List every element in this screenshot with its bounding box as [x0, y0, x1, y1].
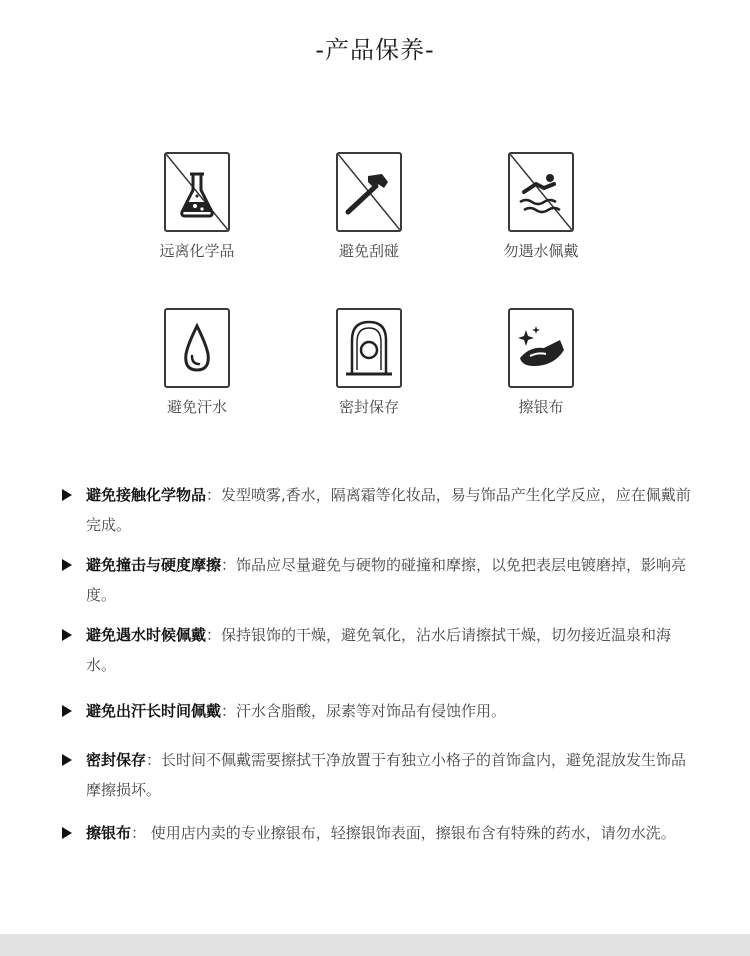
swimmer-icon — [508, 152, 574, 232]
polishing-cloth-icon — [508, 308, 574, 388]
note-item — [62, 745, 692, 805]
care-item-sealed — [284, 308, 454, 417]
triangle-bullet-icon — [62, 489, 72, 501]
flask-icon — [164, 152, 230, 232]
care-item-chemicals — [112, 152, 282, 261]
note-heading: 避免出汗长时间佩戴 — [86, 702, 222, 720]
care-item-cloth — [456, 308, 626, 417]
note-body: ：饰品应尽量避免与硬物的碰撞和摩擦，以免把表层电镀磨掉，影响亮度。 — [86, 556, 687, 604]
note-item — [62, 550, 692, 610]
page-title: -产品保养- — [315, 36, 435, 64]
icon-label: 避免汗水 — [166, 398, 227, 416]
icon-label: 勿遇水佩戴 — [503, 242, 579, 260]
note-body: ：保持银饰的干燥，避免氧化，沾水后请擦拭干燥，切勿接近温泉和海水。 — [86, 626, 672, 674]
water-drop-icon — [164, 308, 230, 388]
triangle-bullet-icon — [62, 559, 72, 571]
note-heading: 密封保存 — [86, 751, 147, 769]
triangle-bullet-icon — [62, 629, 72, 641]
sealed-box-icon — [336, 308, 402, 388]
care-item-scratch — [284, 152, 454, 261]
icon-label: 远离化学品 — [159, 242, 235, 260]
note-heading: 避免接触化学物品 — [86, 486, 207, 504]
note-heading: 避免遇水时候佩戴 — [86, 626, 207, 644]
note-body: ：长时间不佩戴需要擦拭干净放置于有独立小格子的首饰盒内，避免混放发生饰品摩擦损坏。 — [86, 751, 687, 799]
hammer-icon — [336, 152, 402, 232]
triangle-bullet-icon — [62, 705, 72, 717]
footer-divider — [0, 934, 750, 956]
note-body: ：汗水含脂酸，尿素等对饰品有侵蚀作用。 — [221, 702, 507, 720]
icon-label: 擦银布 — [518, 398, 564, 416]
note-item — [62, 696, 692, 726]
note-heading: 擦银布 — [86, 824, 132, 842]
note-item — [62, 620, 692, 680]
icon-label: 避免刮碰 — [338, 242, 399, 260]
note-heading: 避免撞击与硬度摩擦 — [86, 556, 222, 574]
triangle-bullet-icon — [62, 754, 72, 766]
note-item — [62, 480, 692, 540]
note-body: ：发型喷雾,香水，隔离霜等化妆品，易与饰品产生化学反应，应在佩戴前完成。 — [86, 486, 691, 534]
care-item-sweat — [112, 308, 282, 417]
note-item — [62, 818, 692, 848]
triangle-bullet-icon — [62, 827, 72, 839]
note-body: ： 使用店内卖的专业擦银布，轻擦银饰表面，擦银布含有特殊的药水，请勿水洗。 — [131, 824, 676, 842]
care-item-water — [456, 152, 626, 261]
icon-label: 密封保存 — [338, 398, 399, 416]
